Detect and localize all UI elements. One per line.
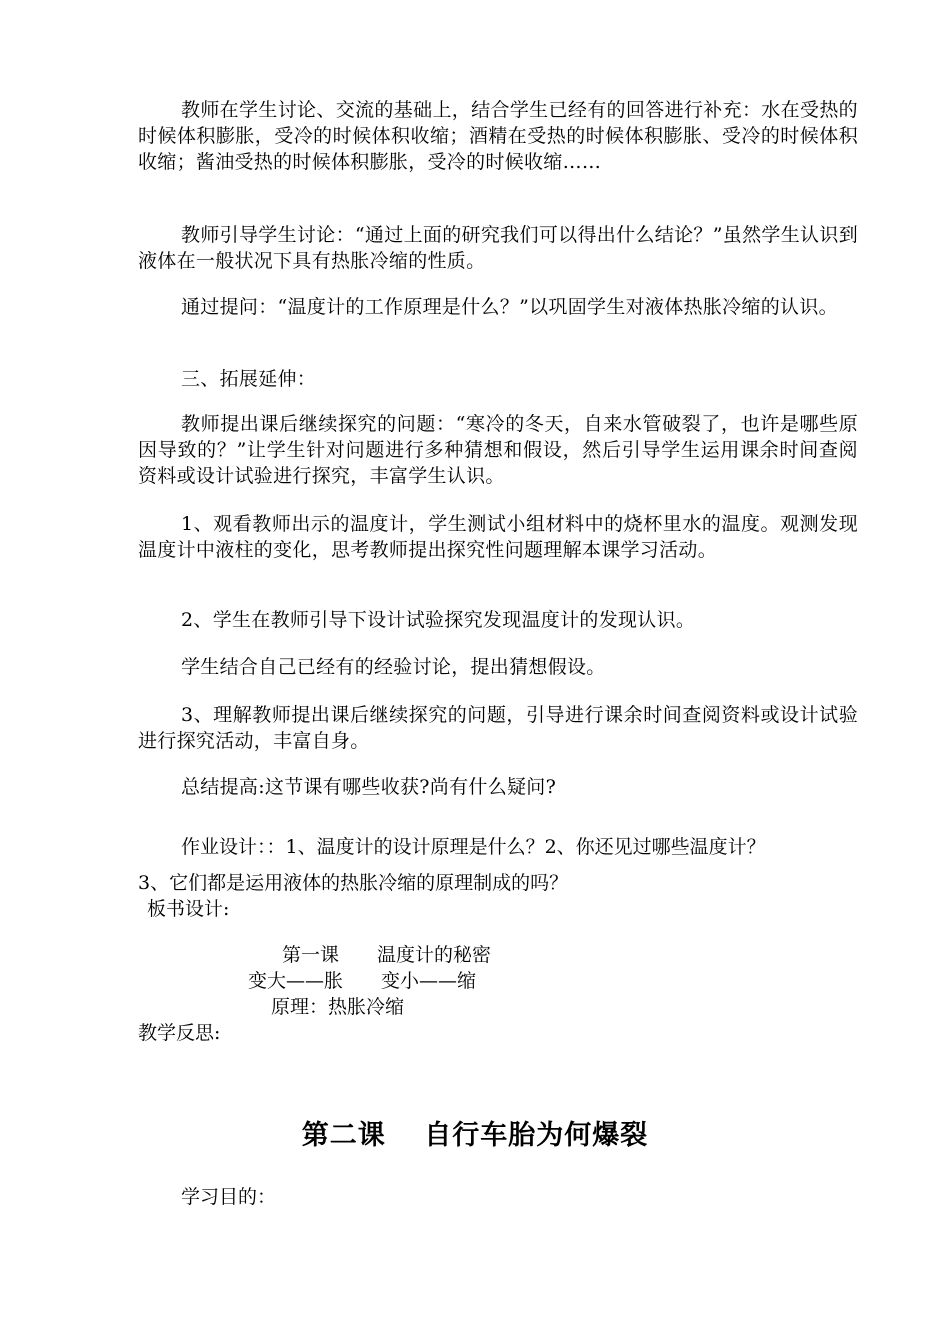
board-line-principle: 原理：热胀冷缩 [271, 996, 405, 1018]
homework-line-2: 3、它们都是运用液体的热胀冷缩的原理制成的吗？ [138, 872, 569, 894]
teaching-reflection-heading: 教学反思: [138, 1022, 221, 1044]
learning-objective-heading: 学习目的： [181, 1186, 277, 1208]
paragraph-hypothesis: 学生结合自己已经有的经验讨论，提出猜想假设。 [181, 656, 606, 678]
paragraph-step-3: 3、理解教师提出课后继续探究的问题，引导进行课余时间查阅资料或设计试验进行探究活动，丰富自身。 [138, 704, 858, 752]
board-line-change: 变大——胀 变小——缩 [248, 970, 477, 992]
board-line-lesson: 第一课 温度计的秘密 [282, 944, 492, 966]
paragraph-step-2: 2、学生在教师引导下设计试验探究发现温度计的发现认识。 [181, 609, 696, 631]
paragraph-step-1: 1、观看教师出示的温度计，学生测试小组材料中的烧杯里水的温度。观测发现温度计中液柱的变化，思考教师提出探究性问题理解本课学习活动。 [138, 513, 858, 561]
lesson-2-title: 第二课 自行车胎为何爆裂 [301, 1120, 649, 1151]
paragraph-discussion: 教师引导学生讨论：“通过上面的研究我们可以得出什么结论？”虽然学生认识到液体在一般状况下具有热胀冷缩的性质。 [138, 224, 858, 272]
paragraph-supplement: 教师在学生讨论、交流的基础上，结合学生已经有的回答进行补充：水在受热的时候体积膨胀，受冷的时候体积收缩；酒精在受热的时候体积膨胀、受冷的时候体积收缩；酱油受热的时候体积膨胀，受冷的时候收缩…… [138, 99, 858, 173]
homework-line-1: 作业设计：：1、温度计的设计原理是什么？2、你还见过哪些温度计？ [181, 836, 766, 858]
section-heading-extension: 三、拓展延伸： [181, 368, 317, 390]
board-design-heading: 板书设计: [147, 898, 230, 920]
paragraph-after-class: 教师提出课后继续探究的问题：“寒冷的冬天，自来水管破裂了，也许是哪些原因导致的？”让学生针对问题进行多种猜想和假设，然后引导学生运用课余时间查阅资料或设计试验进行探究，丰富学生认识。 [138, 413, 858, 487]
paragraph-question: 通过提问：“温度计的工作原理是什么？”以巩固学生对液体热胀冷缩的认识。 [181, 296, 838, 318]
paragraph-summary: 总结提高:这节课有哪些收获?尚有什么疑问? [181, 776, 557, 798]
